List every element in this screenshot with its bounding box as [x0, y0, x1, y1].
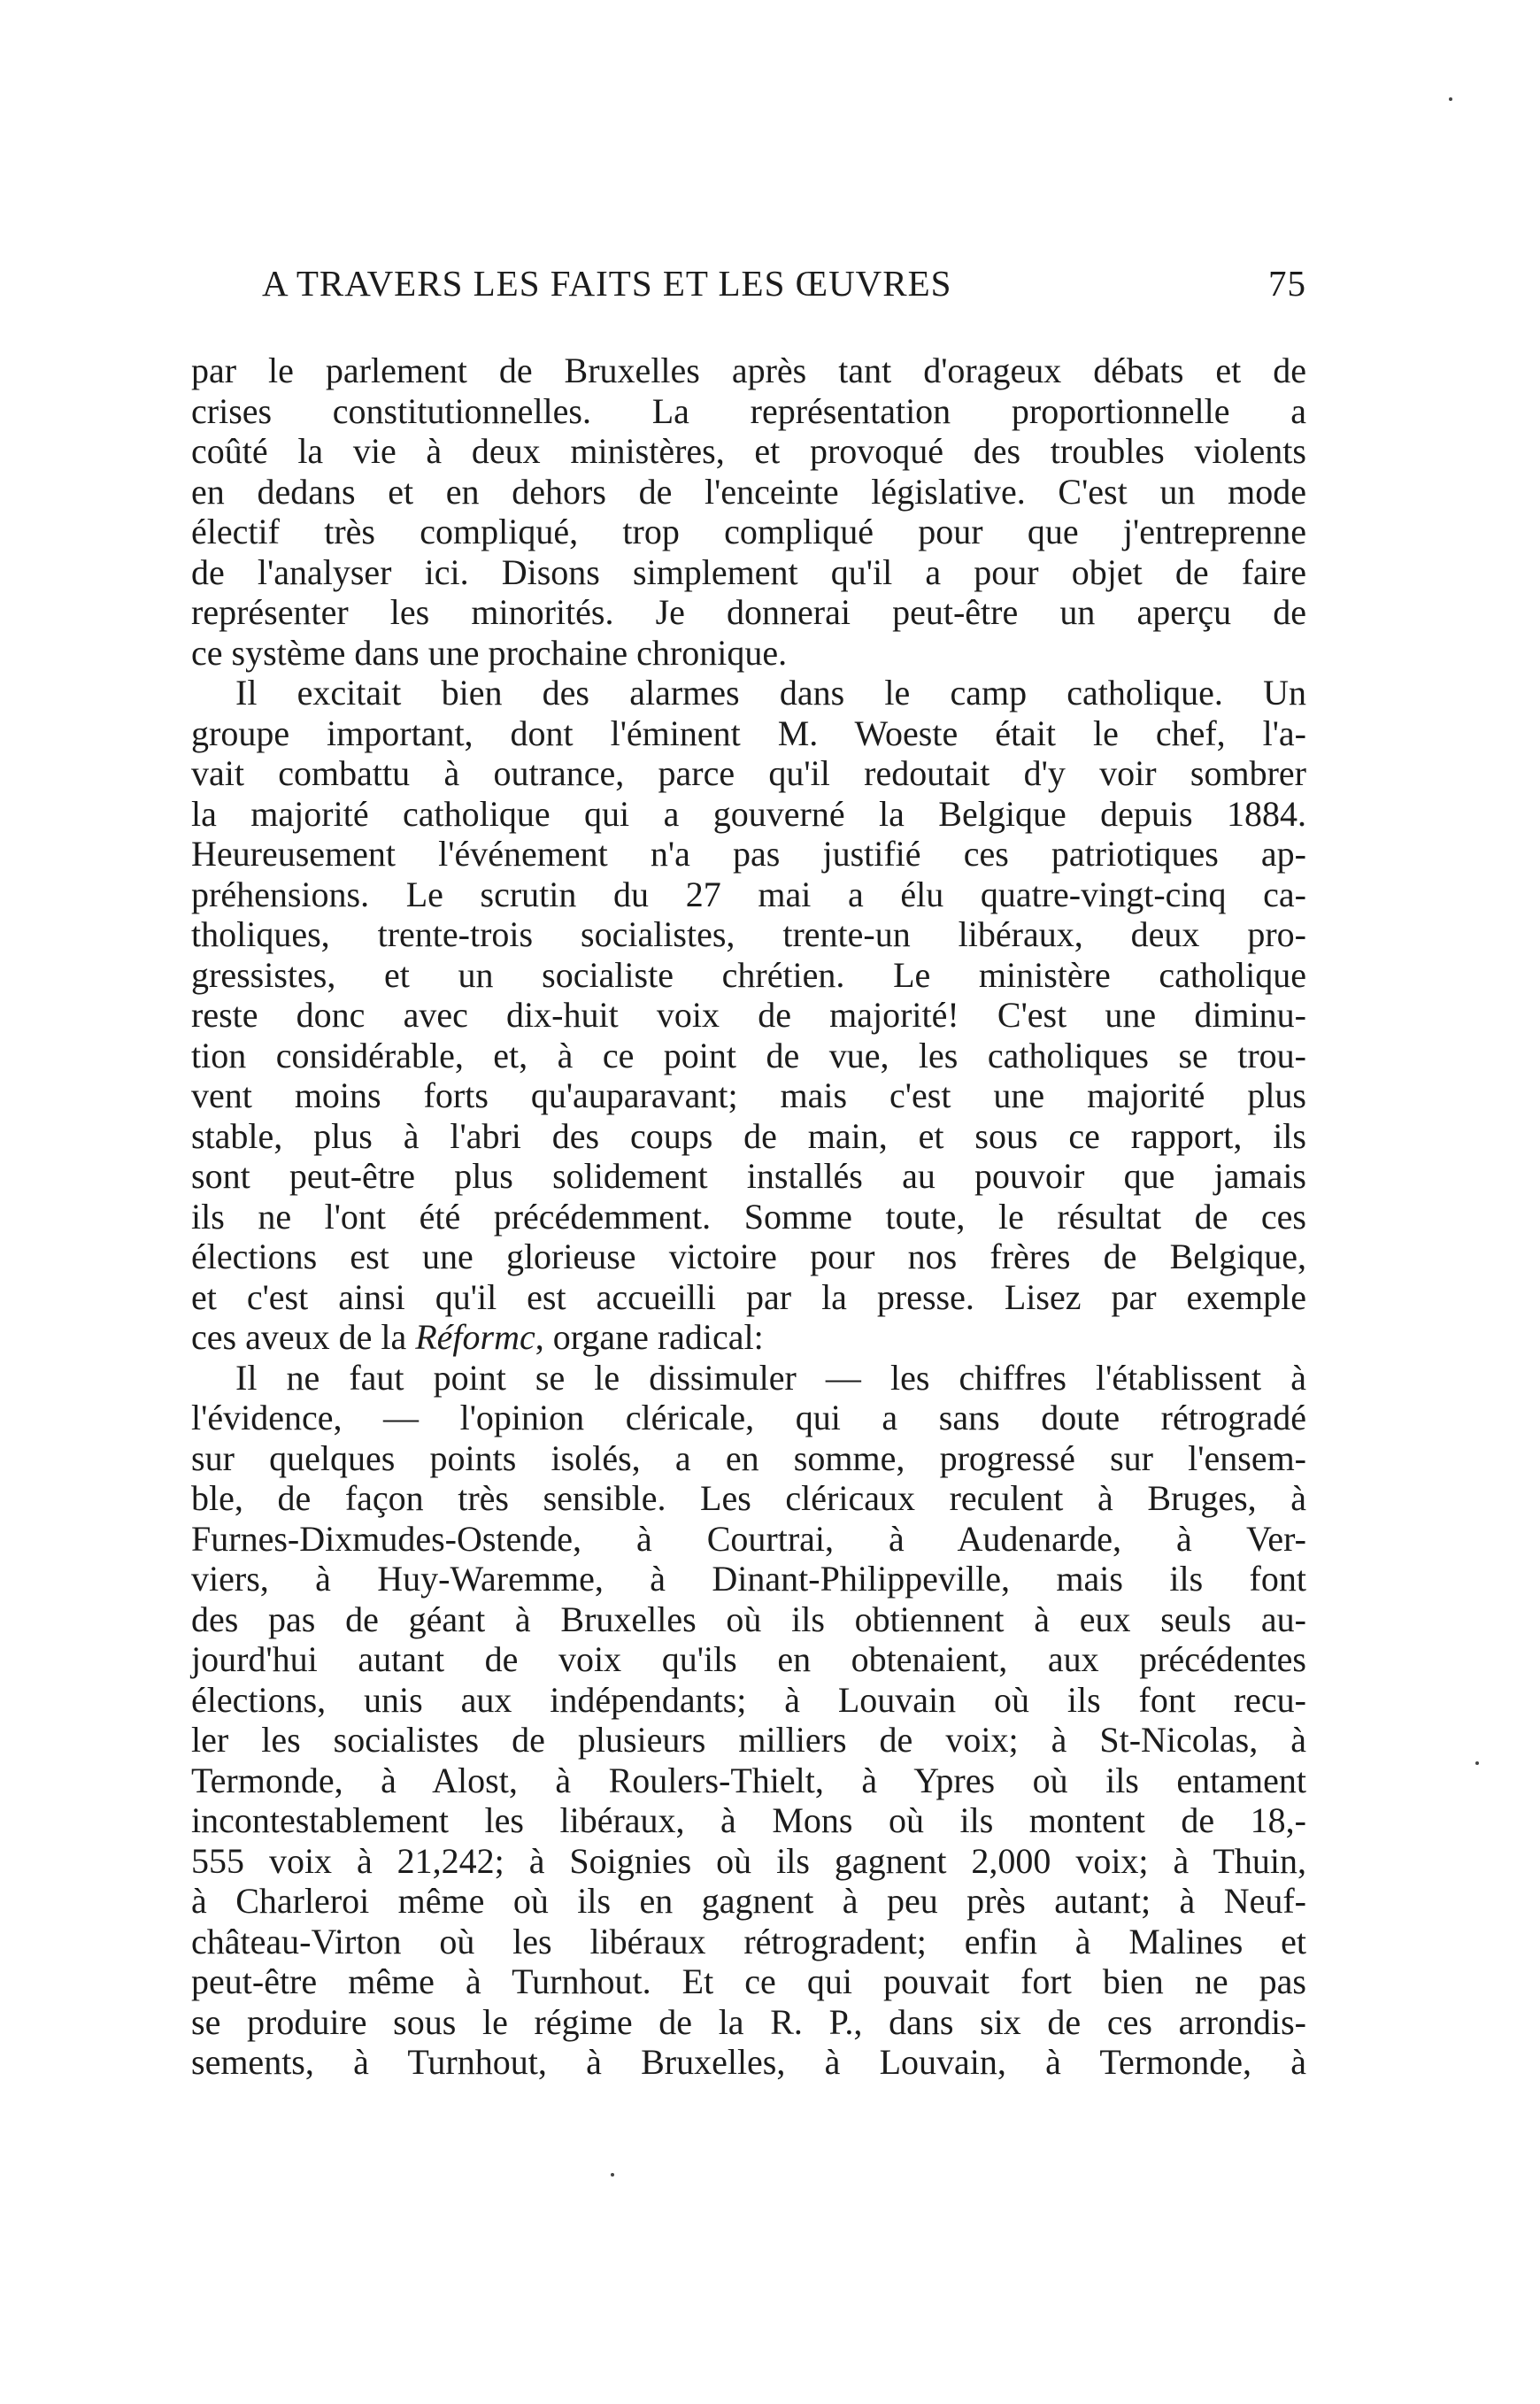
text-line: tion considérable, et, à ce point de vue, les catholiques se trou-	[191, 1035, 1306, 1075]
text-line: Furnes-Dixmudes-Ostende, à Courtrai, à Audenarde, à Ver-	[191, 1518, 1306, 1559]
scan-speck	[611, 2173, 614, 2177]
body-text	[191, 351, 1306, 2083]
text-line: gressistes, et un socialiste chrétien. Le ministère catholique	[191, 954, 1306, 995]
text-line: château-Virton où les libéraux rétrogradent; enfin à Malines et	[191, 1921, 1306, 1961]
page-number: 75	[1268, 263, 1306, 304]
text-line: représenter les minorités. Je donnerai peut-être un aperçu de	[191, 592, 1306, 632]
scan-speck	[1475, 1761, 1479, 1765]
text-line: incontestablement les libéraux, à Mons où ils montent de 18,-	[191, 1800, 1306, 1840]
text-line: reste donc avec dix-huit voix de majorité! C'est une diminu-	[191, 995, 1306, 1035]
text-line: par le parlement de Bruxelles après tant d'orageux débats et de	[191, 351, 1306, 390]
text-line: et c'est ainsi qu'il est accueilli par la presse. Lisez par exemple	[191, 1276, 1306, 1317]
text-line: des pas de géant à Bruxelles où ils obtiennent à eux seuls au-	[191, 1599, 1306, 1639]
text-line: l'évidence, — l'opinion cléricale, qui a sans doute rétrogradé	[191, 1398, 1306, 1437]
text-line: 555 voix à 21,242; à Soignies où ils gagnent 2,000 voix; à Thuin,	[191, 1840, 1306, 1881]
text-line: Il excitait bien des alarmes dans le camp catholique. Un	[235, 673, 1306, 713]
text-line: sements, à Turnhout, à Bruxelles, à Louvain, à Termonde, à	[191, 2042, 1306, 2082]
text-line: la majorité catholique qui a gouverné la Belgique depuis 1884.	[191, 793, 1306, 834]
text-line: crises constitutionnelles. La représentation proportionnelle a	[191, 390, 1306, 431]
text-line: groupe important, dont l'éminent M. Woeste était le chef, l'a-	[191, 713, 1306, 753]
running-title: A TRAVERS LES FAITS ET LES ŒUVRES	[262, 263, 952, 304]
text-line: vent moins forts qu'auparavant; mais c'est une majorité plus	[191, 1075, 1306, 1115]
text-line: préhensions. Le scrutin du 27 mai a élu quatre-vingt-cinq ca-	[191, 874, 1306, 914]
text-line: Il ne faut point se le dissimuler — les chiffres l'établissent à	[235, 1357, 1306, 1398]
text-line: Termonde, à Alost, à Roulers-Thielt, à Ypres où ils entament	[191, 1760, 1306, 1800]
text-line: en dedans et en dehors de l'enceinte législative. C'est un mode	[191, 471, 1306, 512]
text-line: de l'analyser ici. Disons simplement qu'il a pour objet de faire	[191, 551, 1306, 592]
periodical-title: Réformc	[415, 1317, 535, 1357]
text-line: ler les socialistes de plusieurs milliers de voix; à St-Nicolas, à	[191, 1720, 1306, 1760]
text-line: jourd'hui autant de voix qu'ils en obtenaient, aux précédentes	[191, 1639, 1306, 1679]
text-line: élections est une glorieuse victoire pour nos frères de Belgique,	[191, 1237, 1306, 1276]
text-line: tholiques, trente-trois socialistes, trente-un libéraux, deux pro-	[191, 914, 1306, 954]
text-line: coûté la vie à deux ministères, et provoqué des troubles violents	[191, 431, 1306, 471]
text-line: stable, plus à l'abri des coups de main, et sous ce rapport, ils	[191, 1115, 1306, 1156]
text-line: ce système dans une prochaine chronique.	[191, 632, 788, 673]
text-line: sont peut-être plus solidement installés au pouvoir que jamais	[191, 1156, 1306, 1196]
text-line: Heureusement l'événement n'a pas justifié ces patriotiques ap-	[191, 834, 1306, 874]
running-head	[262, 262, 1306, 319]
text-line: ble, de façon très sensible. Les cléricaux reculent à Bruges, à	[191, 1478, 1306, 1518]
text-line: viers, à Huy-Waremme, à Dinant-Philippeville, mais ils font	[191, 1559, 1306, 1599]
text-line: électif très compliqué, trop compliqué pour que j'entreprenne	[191, 512, 1306, 551]
text-line: sur quelques points isolés, a en somme, progressé sur l'ensem-	[191, 1437, 1306, 1478]
text-line: ils ne l'ont été précédemment. Somme toute, le résultat de ces	[191, 1196, 1306, 1237]
scan-speck	[1449, 97, 1452, 101]
text-line: vait combattu à outrance, parce qu'il redoutait d'y voir sombrer	[191, 753, 1306, 793]
text-line: peut-être même à Turnhout. Et ce qui pouvait fort bien ne pas	[191, 1961, 1306, 2001]
text-line: à Charleroi même où ils en gagnent à peu près autant; à Neuf-	[191, 1881, 1306, 1921]
text-line: ces aveux de la Réformc, organe radical:	[191, 1317, 764, 1357]
text-line: élections, unis aux indépendants; à Louvain où ils font recu-	[191, 1679, 1306, 1720]
text-line: se produire sous le régime de la R. P., dans six de ces arrondis-	[191, 2001, 1306, 2042]
